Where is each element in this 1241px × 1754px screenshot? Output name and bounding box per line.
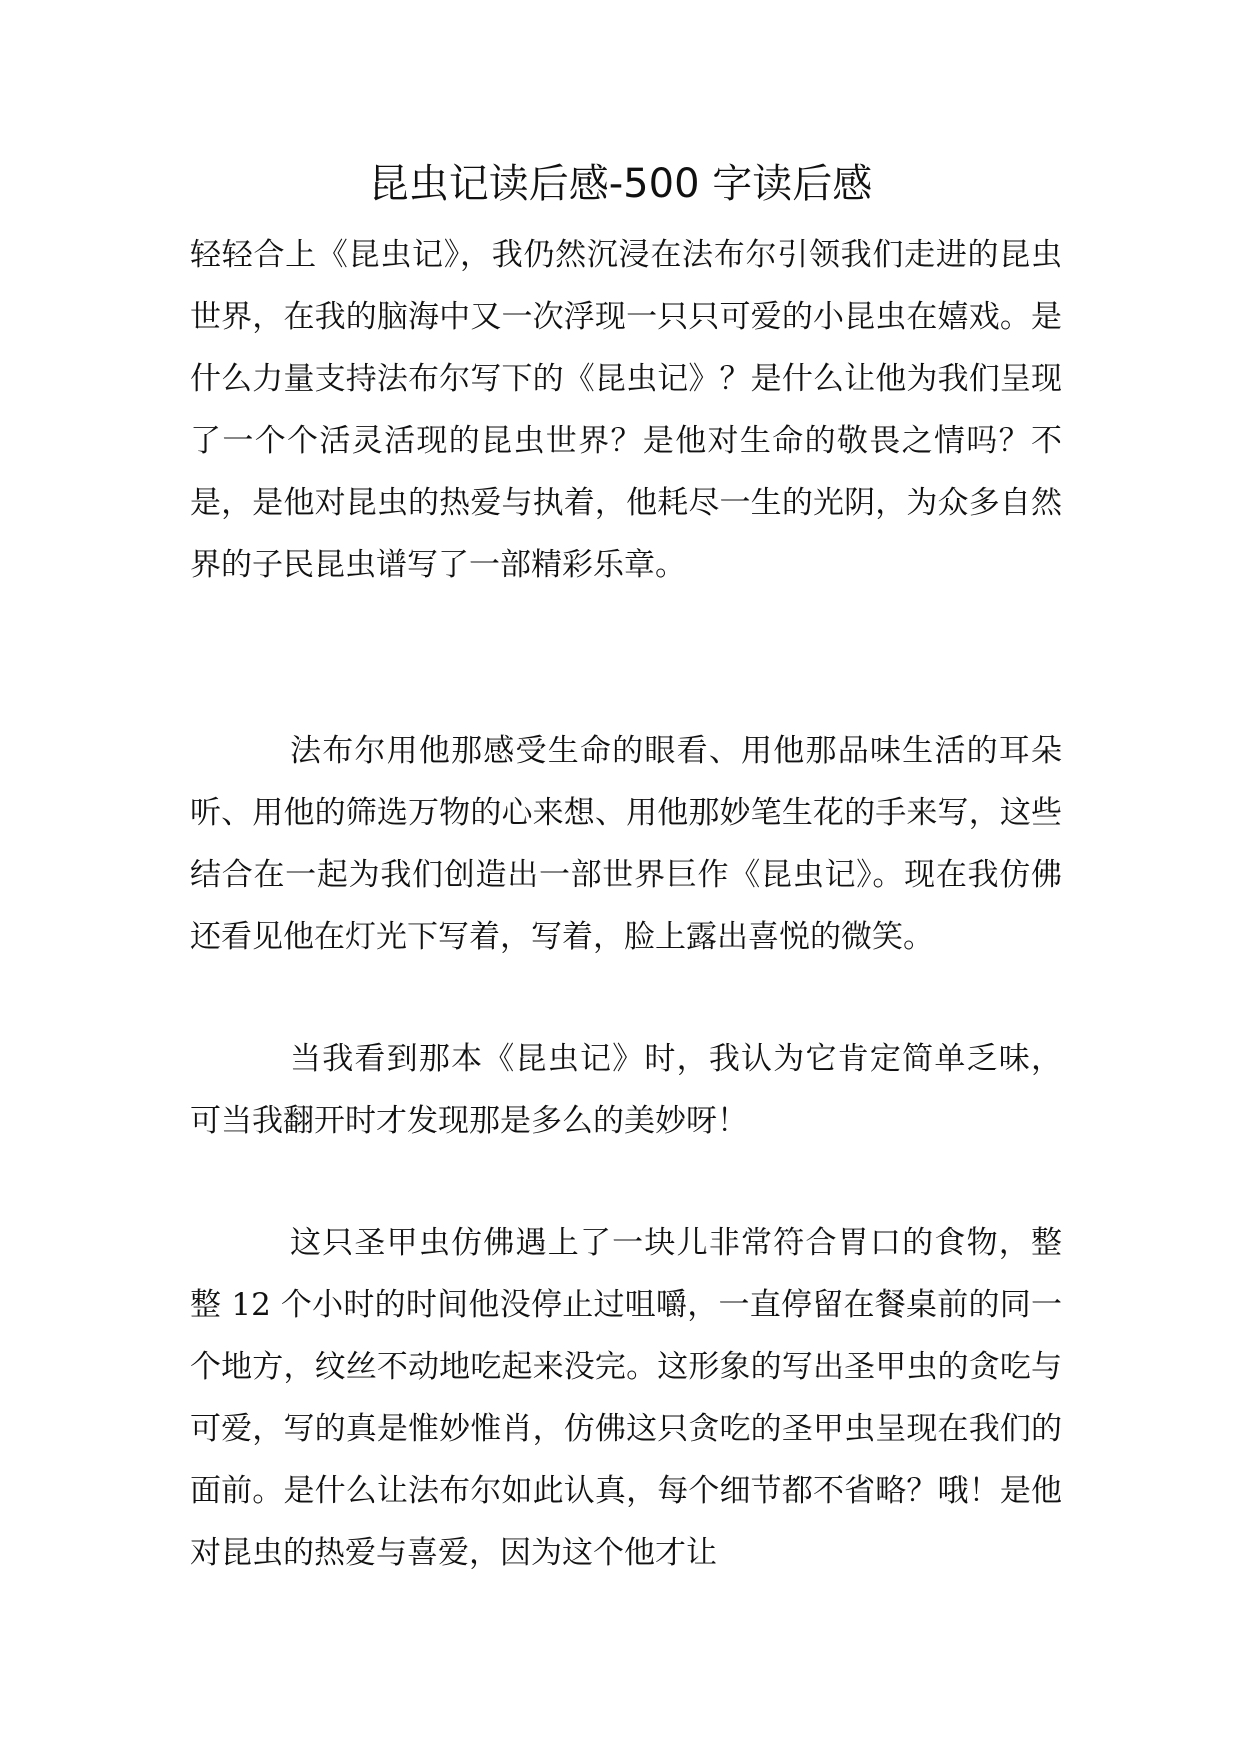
document-body: [190, 224, 1062, 1584]
paragraph-spacer: [190, 1152, 1062, 1212]
paragraph-4: 这只圣甲虫仿佛遇上了一块儿非常符合胃口的食物，整整 12 个小时的时间他没停止过咀嚼，一直停留在餐桌前的同一个地方，纹丝不动地吃起来没完。这形象的写出圣甲虫的贪吃与可爱，写的真是惟妙惟肖，仿佛这只贪吃的圣甲虫呈现在我们的面前。是什么让法布尔如此认真，每个细节都不省略？哦！是他对昆虫的热爱与喜爱，因为这个他才让: [190, 1225, 1062, 1571]
paragraph-2: 法布尔用他那感受生命的眼看、用他那品味生活的耳朵听、用他的筛选万物的心来想、用他那妙笔生花的手来写，这些结合在一起为我们创造出一部世界巨作《昆虫记》。现在我仿佛还看见他在灯光下写着，写着，脸上露出喜悦的微笑。: [190, 733, 1062, 955]
document-title: 昆虫记读后感-500 字读后感: [368, 161, 873, 207]
paragraph-3: 当我看到那本《昆虫记》时，我认为它肯定简单乏味，可当我翻开时才发现那是多么的美妙呀！: [190, 1041, 1062, 1139]
paragraph-1: 轻轻合上《昆虫记》，我仍然沉浸在法布尔引领我们走进的昆虫世界，在我的脑海中又一次浮现一只只可爱的小昆虫在嬉戏。是什么力量支持法布尔写下的《昆虫记》？是什么让他为我们呈现了一个个活灵活现的昆虫世界？是他对生命的敬畏之情吗？不是，是他对昆虫的热爱与执着，他耗尽一生的光阴，为众多自然界的子民昆虫谱写了一部精彩乐章。: [190, 237, 1062, 583]
paragraph-spacer: [190, 596, 1062, 720]
paragraph-spacer: [190, 968, 1062, 1028]
